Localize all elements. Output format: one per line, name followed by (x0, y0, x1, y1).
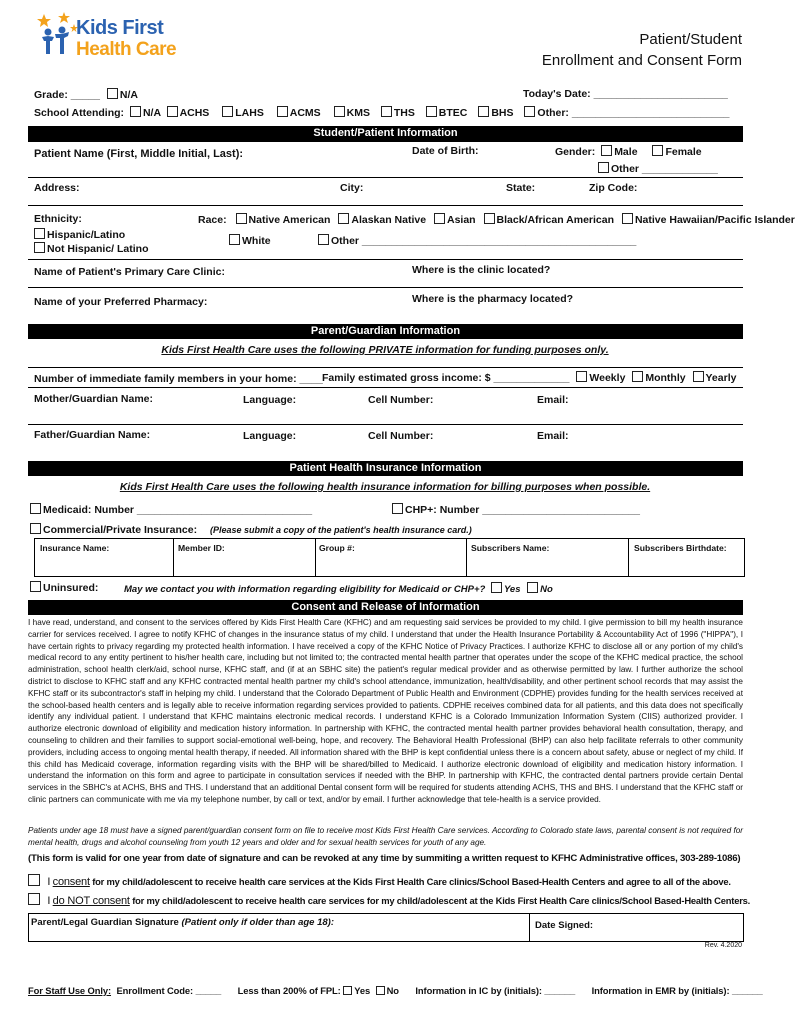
yearly-label: Yearly (705, 372, 737, 384)
race-alaskan-checkbox[interactable] (338, 213, 349, 224)
race-white-label: White (242, 235, 271, 247)
gender-other (598, 162, 718, 175)
uninsured-checkbox[interactable] (30, 581, 41, 592)
race-asian-label: Asian (447, 214, 476, 226)
clinic-label: Name of Patient's Primary Care Clinic: (34, 266, 225, 278)
commercial-group (30, 523, 197, 536)
not-hispanic-checkbox[interactable] (34, 242, 45, 253)
contact-question: May we contact you with information regarding eligibility for Medicaid or CHP+? (124, 584, 486, 595)
ethnicity-label: Ethnicity: (34, 213, 82, 225)
contact-yes-label: Yes (503, 584, 521, 595)
address-label: Address: (34, 182, 80, 194)
chp-checkbox[interactable] (392, 503, 403, 514)
no-consent-option (28, 893, 750, 907)
ic-initials-field[interactable]: Information in IC by (initials): ______ (415, 985, 576, 996)
no-consent-i: I (47, 895, 51, 907)
weekly-label: Weekly (589, 372, 626, 384)
father-label: Father/Guardian Name: (34, 429, 151, 441)
subscriber-birthdate-header: Subscribers Birthdate: (634, 543, 727, 553)
income-group (322, 371, 736, 384)
gender-other-field[interactable]: Other _____________ (611, 163, 718, 175)
uninsured-label: Uninsured: (43, 582, 99, 594)
insurance-table (34, 538, 745, 577)
private-note: Kids First Health Care uses the following PRIVATE information for funding purposes only. (161, 344, 609, 356)
enrollment-code-field[interactable]: Enrollment Code: _____ (116, 985, 222, 996)
state-label: State: (506, 182, 536, 194)
gender-female-label: Female (665, 146, 702, 158)
mother-label: Mother/Guardian Name: (34, 393, 154, 405)
race-other-field[interactable]: Other _______________________________________________ (331, 235, 637, 247)
consent-rest: for my child/adolescent to receive health care services at the Kids First Health Care clinics/School Based-Health Centers and agree to all of the above. (92, 876, 731, 887)
race-other (318, 234, 636, 247)
school-achs: ACHS (179, 107, 210, 119)
revision-label: Rev. 4.2020 (704, 942, 742, 949)
school-checkbox-bhs[interactable] (478, 106, 489, 117)
school-checkbox-lahs[interactable] (222, 106, 233, 117)
pharmacy-location-label: Where is the pharmacy located? (412, 293, 574, 305)
school-kms: KMS (346, 107, 370, 119)
school-acms: ACMS (289, 107, 321, 119)
member-id-header: Member ID: (178, 543, 225, 553)
gender-female-checkbox[interactable] (652, 145, 663, 156)
consent-word: consent (52, 876, 90, 888)
gender-label: Gender: (555, 146, 596, 158)
signature-note: (Patient only if older than age 18): (181, 917, 335, 928)
contact-yes-checkbox[interactable] (491, 582, 502, 593)
race-pacific-label: Native Hawaiian/Pacific Islander (634, 214, 795, 226)
school-checkbox-kms[interactable] (334, 106, 345, 117)
emr-initials-field[interactable]: Information in EMR by (initials): ______ (591, 985, 763, 996)
race-group (198, 213, 795, 226)
no-consent-word: do NOT consent (52, 895, 130, 907)
staff-use-label: For Staff Use Only: (28, 985, 112, 996)
uninsured-group (30, 581, 98, 594)
consent-i: I (47, 876, 51, 888)
date-signed-label: Date Signed: (535, 920, 594, 931)
fpl-no-checkbox[interactable] (376, 986, 385, 995)
commercial-note: (Please submit a copy of the patient's health insurance card.) (210, 525, 472, 535)
income-field[interactable]: Family estimated gross income: $ _____________ (322, 372, 570, 384)
signature-box[interactable] (28, 913, 744, 942)
race-black-checkbox[interactable] (484, 213, 495, 224)
gender-male-checkbox[interactable] (601, 145, 612, 156)
monthly-label: Monthly (645, 372, 686, 384)
school-checkbox-other[interactable] (524, 106, 535, 117)
race-black-label: Black/African American (496, 214, 615, 226)
medicaid-field[interactable]: Medicaid: Number ______________________________ (43, 504, 313, 516)
billing-note: Kids First Health Care uses the following health insurance information for billing purposes when possible. (119, 481, 651, 493)
todays-date-field[interactable]: Today's Date: _______________________ (523, 88, 728, 100)
insurance-name-header: Insurance Name: (40, 543, 110, 553)
fpl-yes-label: Yes (354, 985, 371, 996)
school-attending (34, 106, 730, 119)
contact-no-checkbox[interactable] (527, 582, 538, 593)
weekly-checkbox[interactable] (576, 371, 587, 382)
grade-label (34, 88, 138, 101)
staff-use-row (28, 985, 763, 996)
school-checkbox-btec[interactable] (426, 106, 437, 117)
hispanic-label: Hispanic/Latino (47, 229, 126, 241)
dob-label: Date of Birth: (412, 145, 479, 157)
contact-question-group (124, 582, 553, 595)
commercial-checkbox[interactable] (30, 523, 41, 534)
student-section-bar: Student/Patient Information (28, 126, 743, 141)
consent-checkbox[interactable] (28, 874, 40, 886)
race-white-checkbox[interactable] (229, 234, 240, 245)
race-pacific-checkbox[interactable] (622, 213, 633, 224)
form-title-line2: Enrollment and Consent Form (541, 52, 742, 69)
school-checkbox-acms[interactable] (277, 106, 288, 117)
no-consent-rest: for my child/adolescent to receive health care services for my child/adolescent at the Kids First Health Care clinics/School Based-Health Centers. (132, 895, 751, 906)
not-hispanic-label: Not Hispanic/ Latino (47, 243, 149, 255)
age-note: Patients under age 18 must have a signed parent/guardian consent form on file to receive most Kids First Health Care services. According to Colorado state laws, parental consent is not required for mental health, drugs and alcohol counseling from youth 12 years and older and for sexual health services for youth of any age. (28, 826, 743, 847)
school-checkbox-na[interactable] (130, 106, 141, 117)
school-label: School Attending: (34, 107, 125, 119)
gender-group (555, 145, 702, 158)
insurance-section-bar: Patient Health Insurance Information (28, 461, 743, 476)
group-number-header: Group #: (319, 543, 355, 553)
grade-text: Grade: _____ (34, 89, 100, 101)
signature-text: Parent/Legal Guardian Signature (31, 917, 179, 928)
mother-language-label: Language: (243, 394, 297, 406)
commercial-label: Commercial/Private Insurance: (43, 524, 198, 536)
ethnicity-not-hispanic (34, 242, 149, 255)
race-native-american-label: Native American (248, 214, 331, 226)
signature-label (31, 917, 334, 928)
mother-cell-label: Cell Number: (368, 394, 434, 406)
valid-note: (This form is valid for one year from date of signature and can be revoked at any time by summiting a written request to KFHC Administrative offices, 303-289-1086) (28, 853, 741, 864)
school-checkbox-ths[interactable] (381, 106, 392, 117)
school-other-field[interactable]: Other: ___________________________ (537, 107, 730, 119)
logo (36, 10, 176, 62)
clinic-location-label: Where is the clinic located? (412, 264, 551, 276)
school-ths: THS (393, 107, 415, 119)
monthly-checkbox[interactable] (632, 371, 643, 382)
logo-figures-icon (36, 10, 80, 60)
race-alaskan-label: Alaskan Native (351, 214, 427, 226)
patient-name-label: Patient Name (First, Middle Initial, Last): (34, 148, 244, 160)
race-other-checkbox[interactable] (318, 234, 329, 245)
mother-email-label: Email: (537, 394, 569, 406)
race-asian-checkbox[interactable] (434, 213, 445, 224)
fpl-yes-checkbox[interactable] (343, 986, 352, 995)
gender-other-checkbox[interactable] (598, 162, 609, 173)
family-members-field[interactable]: Number of immediate family members in your home: ____ (34, 373, 323, 385)
subscriber-name-header: Subscribers Name: (471, 543, 550, 553)
consent-option (28, 874, 731, 888)
medicaid-group (30, 503, 312, 516)
yearly-checkbox[interactable] (693, 371, 704, 382)
fpl-label: Less than 200% of FPL: (237, 985, 341, 996)
school-bhs: BHS (491, 107, 514, 119)
pharmacy-label: Name of your Preferred Pharmacy: (34, 296, 208, 308)
school-btec: BTEC (438, 107, 468, 119)
fpl-no-label: No (386, 985, 399, 996)
medicaid-checkbox[interactable] (30, 503, 41, 514)
ethnicity-hispanic (34, 228, 125, 241)
logo-line2: Health Care (76, 39, 177, 60)
contact-no-label: No (540, 584, 553, 595)
school-checkbox-achs[interactable] (167, 106, 178, 117)
hispanic-checkbox[interactable] (34, 228, 45, 239)
school-na: N/A (142, 107, 161, 119)
father-cell-label: Cell Number: (368, 430, 434, 442)
parent-section-bar: Parent/Guardian Information (28, 324, 743, 339)
logo-line1: Kids First (76, 17, 164, 39)
school-lahs: LAHS (235, 107, 264, 119)
grade-na-label: N/A (119, 89, 138, 101)
father-language-label: Language: (243, 430, 297, 442)
consent-paragraph: I have read, understand, and consent to the services offered by Kids First Health Care (KFHC) and am requesting said services be provided to my child. I give permission to bill my health insurance carrier for services received. I agree to notify KFHC of changes in the insurance status of my child. I understand that under the Health Insurance Portability & Accountability Act of 1996 ("HIPPA"), I have certain rights to privacy regarding my protected health information. I have received a copy of the KFHC Notice of Privacy Practices. I authorize KFHC to disclose all or any portion of my child's medical record to any entity pertinent to his/her health care, including but not limited to; the contracted mental health partner that operates under the scope of the KFHC medical practice, the school administration, school health clerk/aid, school nurse, KFHC staff, and (if at an SBHC site) the patient's regular medical provider and as otherwise permitted by law. I further authorize the school district to disclose to KFHC staff and any KFHC contracted mental health partner my child's school attendance, immunization, health/disability, and other pertinent school records that may assist the KFHC staff or its subcontractor's staff in helping my child. I understand that the Colorado Department of Public Health and Environment (CDPHE) provides funding for the health services received at the school-based health centers and is legally able to receive information regarding services provided to patients. CDPHE receives combined data for all patients, and this data does not specifically identify any individual patient. I understand that KFHC maintains electronic medical records. I understand KFHC is a Colorado Immunization Information System (CIIS) authorized provider. I authorize electronic download of eligibility and medication history information. In partnership with KFHC, the contracted mental health partner provides behavioral health consultation, therapy, and counseling to children and their families to support social-emotional well-being, hope, and recovery. The Behavioral Health Professional (BHP) can also help facilitate referrals to other community providers, including access to ongoing mental health therapy, if needed. All information shared with the BHP is kept confidential unless there is a concern about safety, abuse or neglect of my child. If this child has Medicaid coverage, information regarding visits with the BHP will be shared/billed to Medicaid. I authorize electronic download of eligibility and medication history information. I understand the information on this form and agree to participate in consultation services if needed with the BHP. In partnership with KFHC, the contracted dental partners provide certain Dental services in the SBHC's at ACHS, BHS and THS. I understand that an additional Dental consent form will be required for students attending ACHS, THS and BHS. I understand that the KFHC staff or clinic partners can communicate with me via my telephone number, by call or text, and/or by email. I further acknowledge that tele-health is a service provided. (28, 618, 743, 804)
father-email-label: Email: (537, 430, 569, 442)
grade-na-checkbox[interactable] (107, 88, 118, 99)
chp-group (392, 503, 640, 516)
race-label: Race: (198, 214, 227, 226)
consent-section-bar: Consent and Release of Information (28, 600, 743, 615)
city-label: City: (340, 182, 364, 194)
gender-male-label: Male (614, 146, 638, 158)
race-white (229, 234, 271, 247)
no-consent-checkbox[interactable] (28, 893, 40, 905)
race-native-american-checkbox[interactable] (236, 213, 247, 224)
zip-label: Zip Code: (589, 182, 638, 194)
chp-field[interactable]: CHP+: Number ___________________________ (405, 504, 640, 516)
form-title-line1: Patient/Student (639, 31, 742, 48)
